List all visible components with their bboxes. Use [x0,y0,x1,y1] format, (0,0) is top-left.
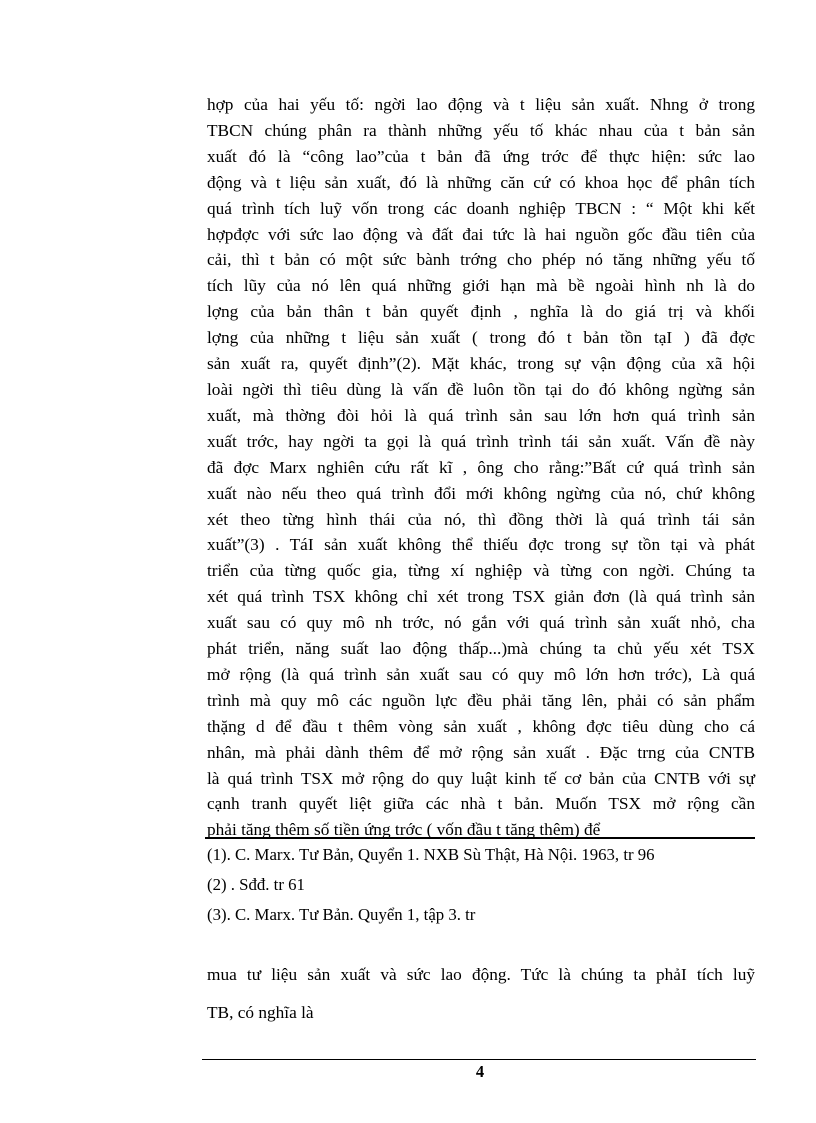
continued-line: mua tư liệu sản xuất và sức lao động. Tức là chúng ta phảI tích luỹ [207,965,755,984]
body-line: triển của từng quốc gia, từng xí nghiệp và từng con ngời. Chúng ta [207,561,755,581]
body-line: xuất trớc, hay ngời ta gọi là quá trình trình tái sản xuất. Vấn đề này [207,431,755,451]
body-line: nhân, mà phải dành thêm để mở rộng sản xuất . Đặc trng của CNTB [207,742,755,762]
body-line: quá trình tích luỹ vốn trong các doanh nghiệp TBCN : “ Một khi kết [207,198,755,218]
body-line: lợng của bản thân t bản quyết định , nghĩa là do giá trị và khối [207,302,755,322]
body-line: cạnh tranh quyết liệt giữa các nhà t bản. Muốn TSX mở rộng cần [207,794,755,814]
body-line: phát triển, năng suất lao động thấp...)mà chúng ta chủ yếu xét TSX [207,639,755,659]
footnote-1: (1). C. Marx. Tư Bản, Quyển 1. NXB Sù Thật, Hà Nội. 1963, tr 96 [207,845,655,864]
footnote-2: (2) . Sđđ. tr 61 [207,875,305,894]
body-line: trình mà quy mô các nguồn lực đều phải tăng lên, phải có sản phẩm [207,690,755,710]
body-line: hợpđợc với sức lao động và đất đai tức là hai nguồn gốc đầu tiên của [207,224,755,244]
footnote-separator [205,837,755,839]
body-line: thặng d để đầu t thêm vòng sản xuất , không đợc tiêu dùng cho cá [207,716,755,736]
body-text [207,92,755,843]
body-line: xét quá trình TSX không chỉ xét trong TSX giản đơn (là quá trình sản [207,587,755,607]
body-line: đã đợc Marx nghiên cứu rất kĩ , ông cho rằng:”Bất cứ quá trình sản [207,457,755,477]
body-line: sản xuất ra, quyết định”(2). Mặt khác, trong sự vận động của xã hội [207,354,755,374]
body-line: tích lũy của nó lên quá những giới hạn mà bề ngoài hình nh là do [207,276,755,296]
body-line: là quá trình TSX mở rộng do quy luật kinh tế cơ bản của CNTB với sự [207,768,755,788]
continued-text [207,956,755,1032]
body-line: xuất nào nếu theo quá trình đổi mới không ngừng của nó, chứ không [207,483,755,503]
body-line: xuất, mà thờng đòi hỏi là quá trình sản sau lớn hơn quá trình sản [207,405,755,425]
footer-rule [202,1059,756,1060]
body-line: phải tăng thêm số tiền ứng trớc ( vốn đầu t tăng thêm) để [207,820,601,840]
body-line: xuất đó là “công lao”của t bản đã ứng trớc để thực hiện: sức lao [207,146,755,166]
body-line: lợng của những t liệu sản xuất ( trong đó t bản tồn tạI ) đã đợc [207,328,755,348]
page-number: 4 [475,1062,485,1081]
body-line: mở rộng (là quá trình sản xuất sau có quy mô lớn hơn trớc), Là quá [207,664,755,684]
body-line: xuất sau có quy mô nh trớc, nó gắn với quá trình sản xuất nhỏ, cha [207,613,755,633]
body-line: hợp của hai yếu tố: ngời lao động và t liệu sản xuất. Nhng ở trong [207,95,755,114]
body-line: loài ngời thì tiêu dùng là vấn đề luôn tồn tại do đó không ngừng sản [207,379,755,399]
continued-line: TB, có nghĩa là [207,1003,314,1022]
body-line: TBCN chúng phân ra thành những yếu tố khác nhau của t bản sản [207,120,755,140]
body-line: xét theo từng hình thái của nó, thì đồng thời là quá trình tái sản [207,509,755,529]
body-line: động và t liệu sản xuất, đó là những căn cứ có khoa học để phân tích [207,172,755,192]
footnotes [207,840,767,930]
body-line: cải, thì t bản có một sức bành trớng cho phép nó tăng những yếu tố [207,250,755,270]
footnote-3: (3). C. Marx. Tư Bản. Quyển 1, tập 3. tr [207,905,476,924]
body-line: xuất”(3) . TáI sản xuất không thể thiếu đợc trong sự tồn tại và phát [207,535,755,555]
